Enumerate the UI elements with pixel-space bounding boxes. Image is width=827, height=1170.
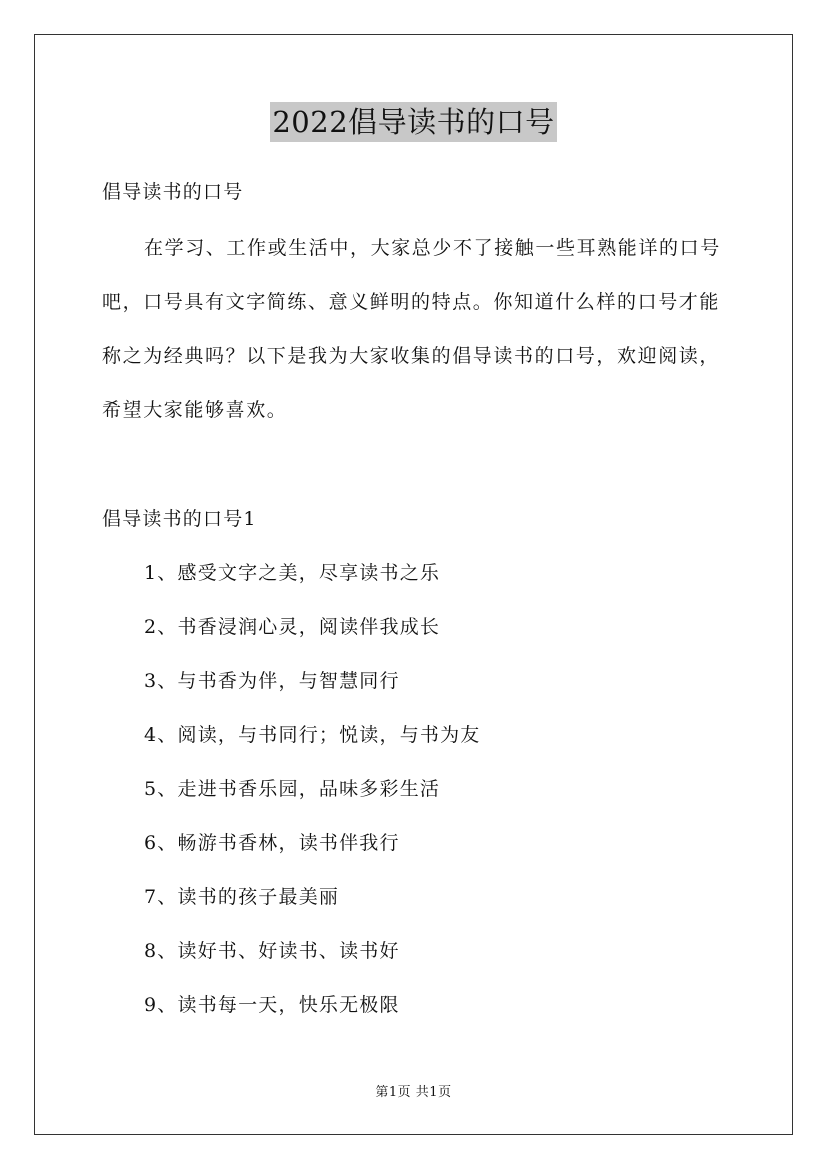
slogan-item: 8、读好书、好读书、读书好 — [144, 940, 400, 962]
slogan-item: 4、阅读，与书同行；悦读，与书为友 — [144, 724, 481, 746]
slogan-item: 6、畅游书香林，读书伴我行 — [144, 832, 400, 854]
intro-paragraph-line-1: 在学习、工作或生活中，大家总少不了接触一些耳熟能详的口号 — [144, 237, 721, 259]
intro-paragraph-line-4: 希望大家能够喜欢。 — [102, 399, 288, 421]
slogan-item: 9、读书每一天，快乐无极限 — [144, 994, 400, 1016]
intro-paragraph-line-3: 称之为经典吗？以下是我为大家收集的倡导读书的口号，欢迎阅读， — [102, 345, 721, 367]
slogan-item: 3、与书香为伴，与智慧同行 — [144, 670, 400, 692]
slogan-item: 7、读书的孩子最美丽 — [144, 886, 340, 908]
slogan-item: 2、书香浸润心灵，阅读伴我成长 — [144, 616, 441, 638]
document-subtitle: 倡导读书的口号 — [102, 181, 244, 203]
slogan-item: 5、走进书香乐园，品味多彩生活 — [144, 778, 441, 800]
intro-paragraph-line-2: 吧，口号具有文字简练、意义鲜明的特点。你知道什么样的口号才能 — [102, 291, 721, 313]
title-container — [0, 102, 827, 142]
page-footer: 第1页 共1页 — [375, 1085, 452, 1100]
document-title: 2022倡导读书的口号 — [270, 102, 556, 142]
section-heading: 倡导读书的口号1 — [102, 508, 257, 530]
slogan-item: 1、感受文字之美，尽享读书之乐 — [144, 562, 441, 584]
